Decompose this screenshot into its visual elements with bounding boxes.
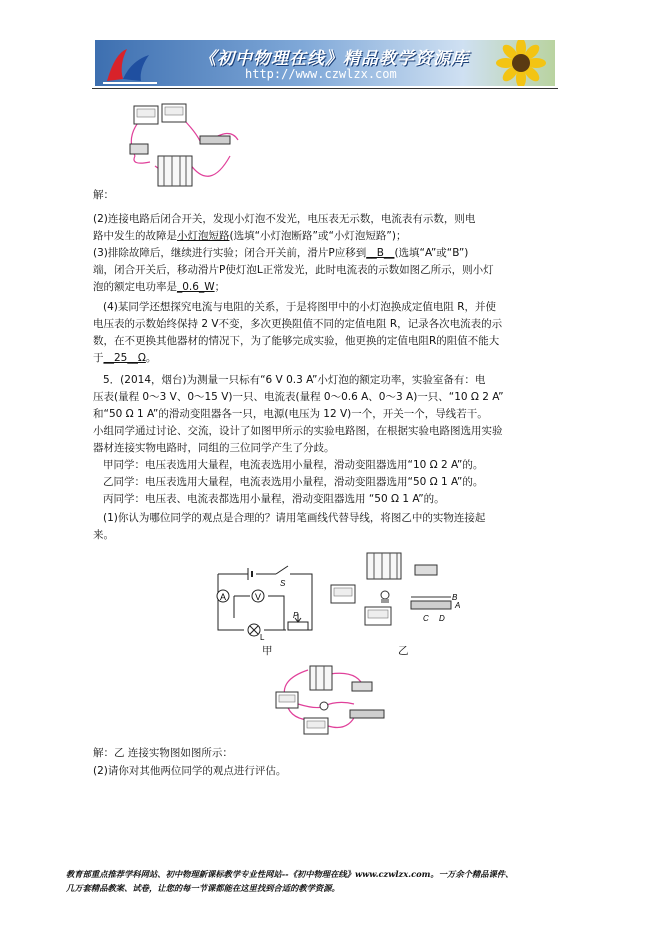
q5-line2: 压表(量程 0～3 V、0～15 V)一只、电流表(量程 0～0.6 A、0～3 A)一只、“10 Ω 2 A”	[93, 391, 504, 403]
q5-p2: (2)请你对其他两位同学的观点进行评估。	[93, 765, 287, 777]
q4-p4-line1: (4)某同学还想探究电流与电阻的关系，于是将图甲中的小灯泡换成定值电阻 R，并使	[103, 301, 497, 313]
q5-jia: 甲同学：电压表选用大量程，电流表选用小量程，滑动变阻器选用“10 Ω 2 A”的。	[103, 459, 484, 471]
q5-line5: 器材连接实物电路时，同组的三位同学产生了分歧。	[93, 442, 335, 454]
answer-physical-circuit	[268, 660, 388, 748]
fig-label-jia: 甲	[262, 645, 273, 657]
q4-answer-label: 解：	[93, 189, 114, 201]
q5-yi: 乙同学：电压表选用大量程，电流表选用小量程，滑动变阻器选用“50 Ω 1 A”的。	[103, 476, 484, 488]
q4-p4-answer: __25__Ω	[103, 352, 146, 364]
q5-line1: 5．(2014，烟台)为测量一只标有“6 V 0.3 A”小灯泡的额定功率，实验室备有：电	[103, 374, 486, 386]
lamp-label: L	[260, 633, 265, 642]
physical-circuit-figure-1	[120, 96, 250, 194]
sunflower-icon	[487, 40, 555, 86]
q4-p3-line1: (3)排除故障后，继续进行实验；闭合开关前，滑片P应移到__B__(选填“A”或“B”)	[93, 247, 469, 259]
q4-p2-line1: (2)连接电路后闭合开关，发现小灯泡不发光，电压表无示数，电流表有示数，则电	[93, 213, 476, 225]
q5-bing: 丙同学：电压表、电流表都选用小量程，滑动变阻器选用 “50 Ω 1 A”的。	[103, 493, 445, 505]
q5-answer: 解：乙 连接实物图如图所示：	[93, 747, 233, 759]
footer-line1: 教育部重点推荐学科网站、初中物理新课标教学专业性网站--《初中物理在线》www.czwlzx.com。一万余个精品课件、	[66, 869, 514, 879]
terminal-b-label: B	[452, 593, 458, 602]
q4-p3-answer2: _0.6_W	[177, 281, 215, 293]
terminal-a-label: A	[455, 601, 461, 610]
slider-label: P	[293, 611, 299, 620]
fig-label-yi: 乙	[398, 645, 409, 657]
ammeter-label: A	[220, 592, 227, 602]
q4-p4-line3: 数，在不更换其他器材的情况下，为了能够完成实验，他更换的定值电阻R的阻值不能大	[93, 335, 500, 347]
q4-p3-answer1: __B__	[366, 247, 395, 259]
banner-title: 《初中物理在线》精品教学资源库	[199, 49, 469, 69]
q4-p3-line3: 泡的额定电功率是_0.6_W；	[93, 281, 226, 293]
terminal-d-label: D	[439, 614, 445, 623]
banner-url: http://www.czwlzx.com	[245, 67, 397, 81]
q5-p1-line1: (1)你认为哪位同学的观点是合理的？请用笔画线代替导线，将图乙中的实物连接起	[103, 512, 486, 524]
q4-p3-line2: 端，闭合开关后，移动滑片P使灯泡L正常发光，此时电流表的示数如图乙所示，则小灯	[93, 264, 494, 276]
logo-icon	[101, 43, 161, 85]
q4-p2-line2: 路中发生的故障是小灯泡短路(选填“小灯泡断路”或“小灯泡短路”)；	[93, 230, 407, 242]
q4-p4-line2: 电压表的示数始终保持 2 V不变，多次更换阻值不同的定值电阻 R，记录各次电流表的示	[93, 318, 503, 330]
voltmeter-label: V	[255, 592, 262, 602]
switch-label: S	[280, 579, 286, 588]
q5-line3: 和“50 Ω 1 A”的滑动变阻器各一只，电源(电压为 12 V)一个，开关一个，导线若干。	[93, 408, 488, 420]
q5-p1-line2: 来。	[93, 529, 114, 541]
header-banner	[95, 40, 555, 86]
q5-line4: 小组同学通过讨论、交流，设计了如图甲所示的实验电路图，在根据实验电路图选用实验	[93, 425, 503, 437]
equipment-figure-yi	[325, 545, 465, 635]
q4-p2-answer: 小灯泡短路	[177, 230, 230, 242]
footer-line2: 几万套精品教案、试卷，让您的每一节课都能在这里找到合适的教学资源。	[66, 883, 340, 893]
header-divider	[92, 88, 558, 89]
q4-p4-line4: 于__25__Ω。	[93, 352, 157, 364]
terminal-c-label: C	[423, 614, 429, 623]
